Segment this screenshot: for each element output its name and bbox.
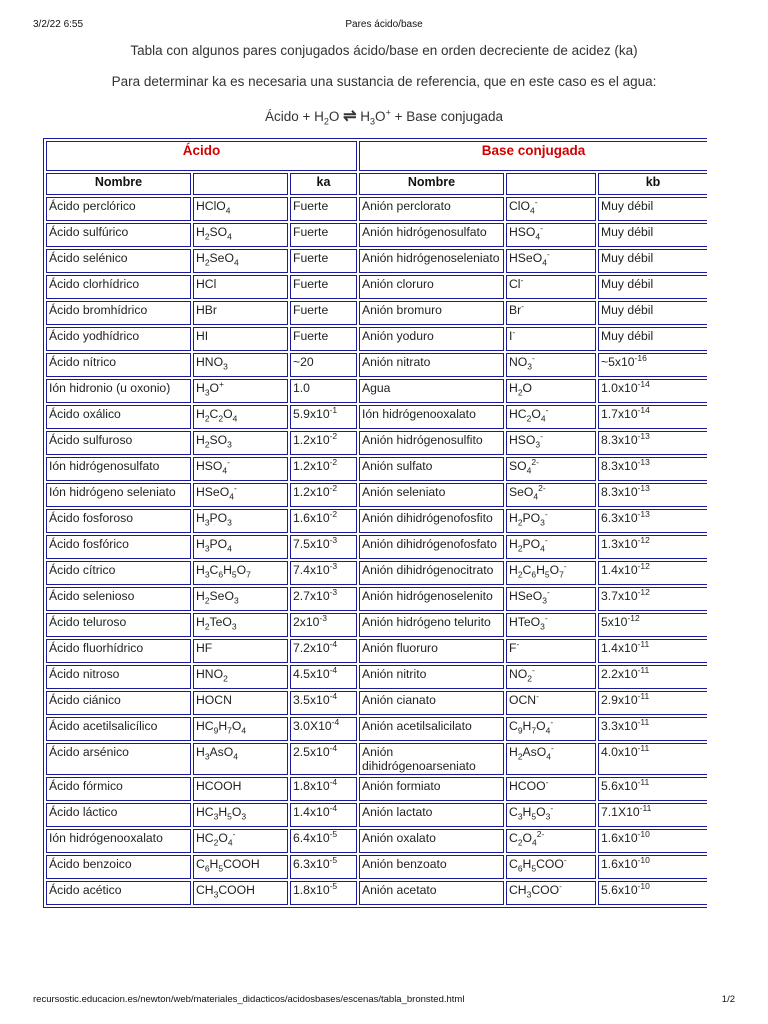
table-row	[46, 717, 707, 741]
acid-name: Ión hidrógenooxalato	[46, 829, 191, 853]
ka-value: Fuerte	[290, 275, 357, 299]
ka-value: Fuerte	[290, 197, 357, 221]
kb-value: $\sim 5x10^{-16}$	[598, 353, 707, 377]
acid-name: Ácido fluorhídrico	[46, 639, 191, 663]
ka-value: $7.5x10^{-3}$	[290, 535, 357, 559]
column-header-base-name: Nombre	[359, 173, 504, 195]
base-formula: HCOO-	[506, 777, 596, 801]
table-row	[46, 275, 707, 299]
acid-formula: $H_2SeO_3$	[193, 587, 288, 611]
acid-name: Ácido teluroso	[46, 613, 191, 637]
table-row	[46, 665, 707, 689]
acid-name: Ácido perclórico	[46, 197, 191, 221]
base-name: Anión perclorato	[359, 197, 504, 221]
base-formula: $H_2AsO_4^-$	[506, 743, 596, 775]
acid-formula: $HC_9H_7O_4$	[193, 717, 288, 741]
table-row	[46, 249, 707, 273]
acid-name: Ácido acético	[46, 881, 191, 905]
acid-name: Ácido ciánico	[46, 691, 191, 715]
kb-value: Muy débil	[598, 327, 707, 351]
kb-value: Muy débil	[598, 249, 707, 273]
base-formula: $CH_3COO^-$	[506, 881, 596, 905]
acid-formula: HI	[193, 327, 288, 351]
acid-formula: $HSO_4^-$	[193, 457, 288, 481]
group-header-acid: Ácido	[46, 141, 357, 171]
base-formula: $C_9H_7O_4^-$	[506, 717, 596, 741]
kb-value: Muy débil	[598, 301, 707, 325]
kb-value: $5x10^{-12}$	[598, 613, 707, 637]
table-row	[46, 509, 707, 533]
print-date: 3/2/22 6:55	[33, 19, 84, 30]
base-formula: $C_3H_5O_3^-$	[506, 803, 596, 827]
reaction-equation: Ácido + $H_2O$ ⇌ $H_3O^+$ + Base conjugada	[264, 107, 504, 127]
table-row	[46, 881, 707, 905]
acid-name: Ácido yodhídrico	[46, 327, 191, 351]
kb-value: $1.7x10^{-14}$	[598, 405, 707, 429]
table-row	[46, 639, 707, 663]
ka-value: Fuerte	[290, 223, 357, 247]
base-name: Anión lactato	[359, 803, 504, 827]
ka-value: $1.2x10^{-2}$	[290, 483, 357, 507]
base-formula: HSeO$_4$-	[506, 249, 596, 273]
base-formula: $H_2C_6H_5O_7^-$	[506, 561, 596, 585]
acid-name: Ión hidrógeno seleniato	[46, 483, 191, 507]
acid-formula: $H_2SO_3$	[193, 431, 288, 455]
ka-value: $1.2x10^{-2}$	[290, 431, 357, 455]
acid-name: Ácido clorhídrico	[46, 275, 191, 299]
kb-value: $1.4x10^{-12}$	[598, 561, 707, 585]
acid-formula: $HNO_3$	[193, 353, 288, 377]
ka-value: $1.4x10^{-4}$	[290, 803, 357, 827]
ka-value: Fuerte	[290, 249, 357, 273]
base-name: Ión hidrógenooxalato	[359, 405, 504, 429]
base-formula: $H_2O$	[506, 379, 596, 403]
column-header-acid-formula	[193, 173, 288, 195]
acid-name: Ácido sulfúrico	[46, 223, 191, 247]
base-formula: $H_2PO_4^-$	[506, 535, 596, 559]
acid-name: Ácido fosfórico	[46, 535, 191, 559]
kb-value: $1.4x10^{-11}$	[598, 639, 707, 663]
ka-value: $6.4x10^{-5}$	[290, 829, 357, 853]
column-header-ka: ka	[290, 173, 357, 195]
table-row	[46, 197, 707, 221]
base-formula: $HSO_4^-$	[506, 223, 596, 247]
base-name: Anión bromuro	[359, 301, 504, 325]
acid-formula: $HC_3H_5O_3$	[193, 803, 288, 827]
base-name: Anión dihidrógenocitrato	[359, 561, 504, 585]
ka-value: $7.4x10^{-3}$	[290, 561, 357, 585]
ka-value: $1.8x10^{-4}$	[290, 777, 357, 801]
kb-value: Muy débil	[598, 275, 707, 299]
base-formula: $HC_2O_4^-$	[506, 405, 596, 429]
acid-formula: $H_3PO_3$	[193, 509, 288, 533]
table-row	[46, 223, 707, 247]
acid-formula: HBr	[193, 301, 288, 325]
base-name: Anión hidrógenosulfito	[359, 431, 504, 455]
acid-formula: $H_3C_6H_5O_7$	[193, 561, 288, 585]
base-formula: ClO$_4$-	[506, 197, 596, 221]
acid-name: Ácido selenioso	[46, 587, 191, 611]
acid-formula: HSeO$_4$-	[193, 483, 288, 507]
ka-value: $3.5x10^{-4}$	[290, 691, 357, 715]
table-row	[46, 691, 707, 715]
acid-formula: HCOOH	[193, 777, 288, 801]
base-formula: $C_6H_5COO^-$	[506, 855, 596, 879]
table-row	[46, 829, 707, 853]
table-row	[46, 613, 707, 637]
kb-value: $3.7x10^{-12}$	[598, 587, 707, 611]
acid-formula: $H_2SeO_4$	[193, 249, 288, 273]
acid-name: Ácido láctico	[46, 803, 191, 827]
column-header-kb: kb	[598, 173, 707, 195]
print-footer-url: recursostic.educacion.es/newton/web/materiales_didacticos/acidosbases/escenas/tabla_bronsted.html	[33, 994, 465, 1005]
kb-value: $5.6x10^{-10}$	[598, 881, 707, 905]
kb-value: $8.3x10^{-13}$	[598, 457, 707, 481]
column-header-acid-name: Nombre	[46, 173, 191, 195]
table-row	[46, 405, 707, 429]
ka-value: $2x10^{-3}$	[290, 613, 357, 637]
ka-value: $5.9x10^{-1}$	[290, 405, 357, 429]
group-header-base: Base conjugada	[359, 141, 707, 171]
base-formula: $SO_4^{2-}$	[506, 457, 596, 481]
kb-value: $2.2x10^{-11}$	[598, 665, 707, 689]
ka-value: $1.2x10^{-2}$	[290, 457, 357, 481]
acid-base-table	[43, 138, 707, 908]
acid-formula: $HNO_2$	[193, 665, 288, 689]
base-name: Anión dihidrógenofosfito	[359, 509, 504, 533]
ka-value: $7.2x10^{-4}$	[290, 639, 357, 663]
table-row	[46, 327, 707, 351]
kb-value: $7.1X10^{-11}$	[598, 803, 707, 827]
acid-base-table-container	[43, 138, 707, 990]
acid-formula: HCl	[193, 275, 288, 299]
acid-formula: $H_3PO_4$	[193, 535, 288, 559]
base-formula: HTeO$_3$-	[506, 613, 596, 637]
print-page-number: 1/2	[721, 994, 735, 1005]
ka-value: ~20	[290, 353, 357, 377]
base-name: Anión hidrógeno telurito	[359, 613, 504, 637]
base-name: Anión cloruro	[359, 275, 504, 299]
ka-value: $6.3x10^{-5}$	[290, 855, 357, 879]
base-name: Anión sulfato	[359, 457, 504, 481]
intro-description: Tabla con algunos pares conjugados ácido/base en orden decreciente de acidez (ka)	[130, 43, 638, 58]
table-row	[46, 561, 707, 585]
table-row	[46, 457, 707, 481]
acid-formula: HOCN	[193, 691, 288, 715]
base-name: Anión hidrógenoselenito	[359, 587, 504, 611]
acid-name: Ácido arsénico	[46, 743, 191, 775]
table-row	[46, 777, 707, 801]
table-row	[46, 483, 707, 507]
acid-formula: $H_3O^+$	[193, 379, 288, 403]
table-row	[46, 353, 707, 377]
ka-value: $3.0X10^{-4}$	[290, 717, 357, 741]
acid-formula: HClO$_4$	[193, 197, 288, 221]
acid-formula: $H_3AsO_4$	[193, 743, 288, 775]
kb-value: Muy débil	[598, 197, 707, 221]
base-formula: Cl-	[506, 275, 596, 299]
ka-value: Fuerte	[290, 301, 357, 325]
acid-name: Ácido nitroso	[46, 665, 191, 689]
table-row	[46, 803, 707, 827]
acid-name: Ácido acetilsalicílico	[46, 717, 191, 741]
ka-value: $1.8x10^{-5}$	[290, 881, 357, 905]
ka-value: Fuerte	[290, 327, 357, 351]
base-name: Anión benzoato	[359, 855, 504, 879]
base-formula: Br-	[506, 301, 596, 325]
acid-name: Ácido benzoico	[46, 855, 191, 879]
acid-formula: HF	[193, 639, 288, 663]
base-formula: $H_2PO_3^-$	[506, 509, 596, 533]
ka-value: $2.5x10^{-4}$	[290, 743, 357, 775]
base-name: Anión nitrato	[359, 353, 504, 377]
acid-name: Ácido nítrico	[46, 353, 191, 377]
table-row	[46, 379, 707, 403]
kb-value: $6.3x10^{-13}$	[598, 509, 707, 533]
base-name: Agua	[359, 379, 504, 403]
kb-value: $3.3x10^{-11}$	[598, 717, 707, 741]
acid-name: Ácido sulfuroso	[46, 431, 191, 455]
acid-formula: $C_6H_5COOH$	[193, 855, 288, 879]
base-name: Anión fluoruro	[359, 639, 504, 663]
print-page-title: Pares ácido/base	[345, 19, 423, 30]
acid-name: Ácido selénico	[46, 249, 191, 273]
acid-formula: $CH_3COOH$	[193, 881, 288, 905]
acid-formula: $H_2C_2O_4$	[193, 405, 288, 429]
table-row	[46, 301, 707, 325]
kb-value: $1.6x10^{-10}$	[598, 855, 707, 879]
acid-name: Ácido cítrico	[46, 561, 191, 585]
base-formula: $NO_3^-$	[506, 353, 596, 377]
kb-value: $1.3x10^{-12}$	[598, 535, 707, 559]
table-row	[46, 431, 707, 455]
base-name: Anión cianato	[359, 691, 504, 715]
base-formula: $NO_2^-$	[506, 665, 596, 689]
ka-value: $4.5x10^{-4}$	[290, 665, 357, 689]
table-row	[46, 535, 707, 559]
base-name: Anión yoduro	[359, 327, 504, 351]
ka-value: $1.6x10^{-2}$	[290, 509, 357, 533]
kb-value: $5.6x10^{-11}$	[598, 777, 707, 801]
table-row	[46, 743, 707, 775]
kb-value: Muy débil	[598, 223, 707, 247]
base-name: Anión acetato	[359, 881, 504, 905]
kb-value: $8.3x10^{-13}$	[598, 431, 707, 455]
acid-formula: $HC_2O_4^-$	[193, 829, 288, 853]
base-formula: HSeO$_3$-	[506, 587, 596, 611]
kb-value: $2.9x10^{-11}$	[598, 691, 707, 715]
kb-value: $8.3x10^{-13}$	[598, 483, 707, 507]
base-formula: $HSO_3^-$	[506, 431, 596, 455]
base-name: Anión nitrito	[359, 665, 504, 689]
acid-name: Ácido bromhídrico	[46, 301, 191, 325]
acid-name: Ácido fórmico	[46, 777, 191, 801]
acid-name: Ácido oxálico	[46, 405, 191, 429]
ka-value: $2.7x10^{-3}$	[290, 587, 357, 611]
base-formula: $C_2O_4^{2-}$	[506, 829, 596, 853]
kb-value: $1.6x10^{-10}$	[598, 829, 707, 853]
base-name: Anión acetilsalicilato	[359, 717, 504, 741]
column-header-base-formula	[506, 173, 596, 195]
base-name: Anión hidrógenosulfato	[359, 223, 504, 247]
base-formula: I-	[506, 327, 596, 351]
base-formula: F-	[506, 639, 596, 663]
kb-value: $4.0x10^{-11}$	[598, 743, 707, 775]
acid-formula: $H_2TeO_3$	[193, 613, 288, 637]
table-body	[46, 197, 707, 905]
ka-value: 1.0	[290, 379, 357, 403]
base-name: Anión hidrógenoseleniato	[359, 249, 504, 273]
base-name: Anión oxalato	[359, 829, 504, 853]
base-name: Anión seleniato	[359, 483, 504, 507]
base-formula: SeO$_4^{2-}$	[506, 483, 596, 507]
acid-formula: $H_2SO_4$	[193, 223, 288, 247]
intro-reference-note: Para determinar ka es necesaria una sustancia de referencia, que en este caso es el agua:	[111, 74, 657, 89]
acid-name: Ión hidronio (u oxonio)	[46, 379, 191, 403]
table-row	[46, 587, 707, 611]
table-row	[46, 855, 707, 879]
kb-value: $1.0x10^{-14}$	[598, 379, 707, 403]
base-name: Anión dihidrógenofosfato	[359, 535, 504, 559]
base-name: Anión dihidrógenoarseniato	[359, 743, 504, 775]
acid-name: Ión hidrógenosulfato	[46, 457, 191, 481]
base-name: Anión formiato	[359, 777, 504, 801]
acid-name: Ácido fosforoso	[46, 509, 191, 533]
base-formula: OCN-	[506, 691, 596, 715]
